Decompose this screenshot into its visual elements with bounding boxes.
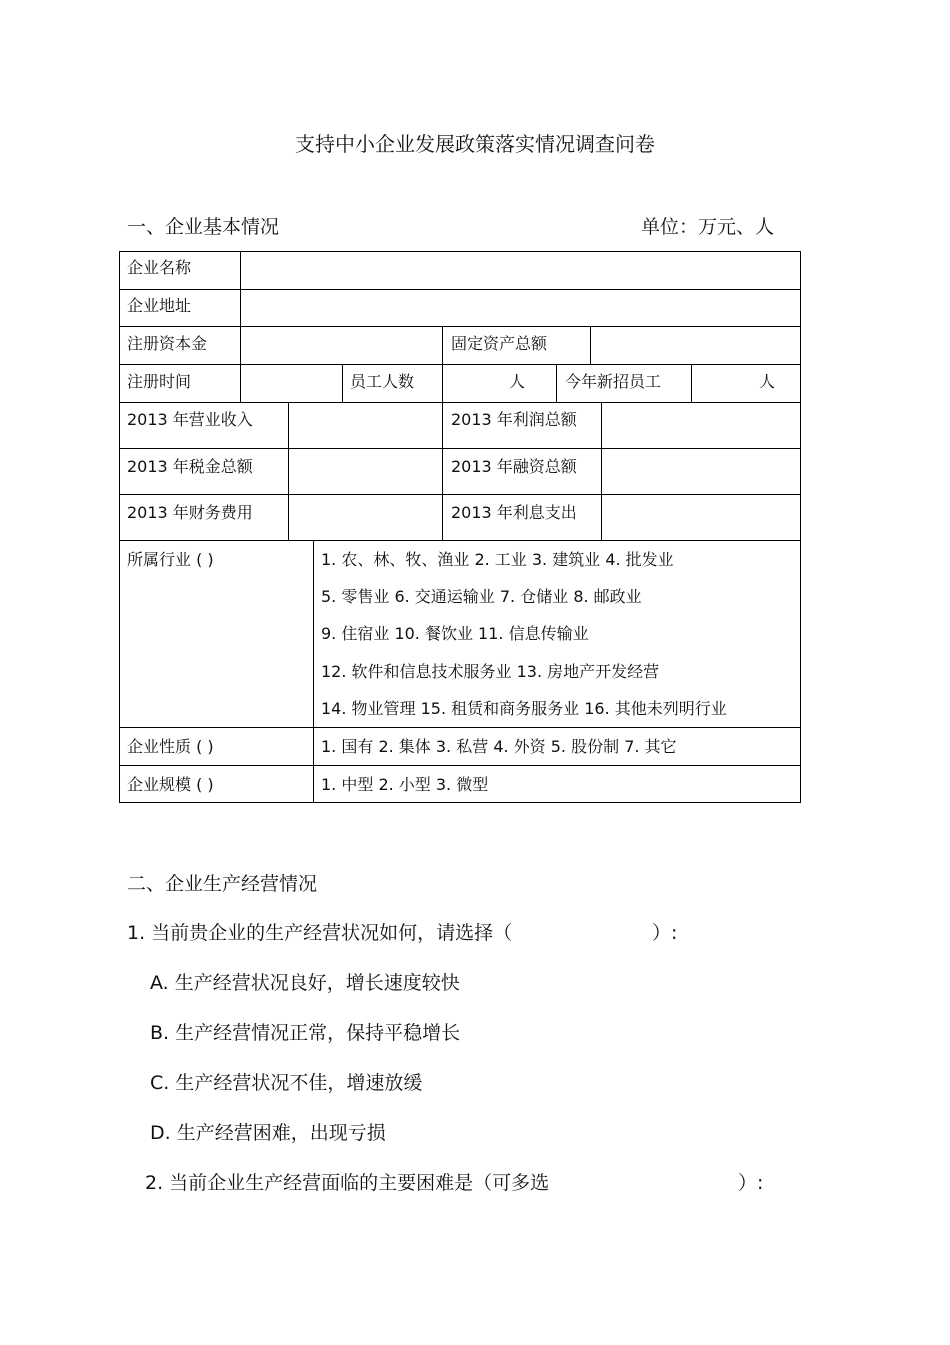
- question-1: 1. 当前贵企业的生产经营状况如何，请选择（: [127, 922, 513, 944]
- label-new-hires: 今年新招员工: [565, 372, 662, 391]
- industry-option-line: 5. 零售业 6. 交通运输业 7. 仓储业 8. 邮政业: [321, 587, 642, 606]
- unit-person: 人: [759, 372, 776, 391]
- nature-options: 1. 国有 2. 集体 3. 私营 4. 外资 5. 股份制 7. 其它: [321, 737, 677, 756]
- unit-note: 单位：万元、人: [641, 216, 775, 238]
- page-title: 支持中小企业发展政策落实情况调查问卷: [295, 132, 655, 156]
- question-2: 2. 当前企业生产经营面临的主要困难是（可多选: [145, 1172, 550, 1194]
- question-1-end: ）:: [652, 922, 678, 944]
- label-enterprise-scale: 企业规模 ( ): [127, 775, 214, 794]
- label-enterprise-nature: 企业性质 ( ): [127, 737, 214, 756]
- option-a: A. 生产经营状况良好，增长速度较快: [150, 972, 460, 994]
- label-industry: 所属行业 ( ): [127, 550, 214, 569]
- unit-person: 人: [509, 372, 526, 391]
- label-registered-capital: 注册资本金: [127, 334, 208, 353]
- industry-option-line: 1. 农、林、牧、渔业 2. 工业 3. 建筑业 4. 批发业: [321, 550, 674, 569]
- label-financing-2013: 2013 年融资总额: [451, 457, 577, 476]
- label-company-address: 企业地址: [127, 296, 192, 315]
- label-interest-expense-2013: 2013 年利息支出: [451, 503, 577, 522]
- label-profit-2013: 2013 年利润总额: [451, 410, 577, 429]
- label-fixed-assets: 固定资产总额: [451, 334, 548, 353]
- label-financial-expense-2013: 2013 年财务费用: [127, 503, 253, 522]
- scale-options: 1. 中型 2. 小型 3. 微型: [321, 775, 489, 794]
- label-revenue-2013: 2013 年营业收入: [127, 410, 253, 429]
- industry-option-line: 12. 软件和信息技术服务业 13. 房地产开发经营: [321, 662, 660, 681]
- option-b: B. 生产经营情况正常，保持平稳增长: [150, 1022, 461, 1044]
- option-d: D. 生产经营困难，出现亏损: [150, 1122, 386, 1144]
- industry-option-line: 9. 住宿业 10. 餐饮业 11. 信息传输业: [321, 624, 589, 643]
- option-c: C. 生产经营状况不佳，增速放缓: [150, 1072, 423, 1094]
- label-registration-time: 注册时间: [127, 372, 192, 391]
- section-heading-operations: 二、企业生产经营情况: [127, 873, 318, 895]
- section-heading-basic-info: 一、企业基本情况: [127, 216, 280, 238]
- industry-option-line: 14. 物业管理 15. 租赁和商务服务业 16. 其他未列明行业: [321, 699, 727, 718]
- label-company-name: 企业名称: [127, 258, 192, 277]
- label-employee-count: 员工人数: [350, 372, 415, 391]
- label-tax-2013: 2013 年税金总额: [127, 457, 253, 476]
- question-2-end: ）:: [738, 1172, 764, 1194]
